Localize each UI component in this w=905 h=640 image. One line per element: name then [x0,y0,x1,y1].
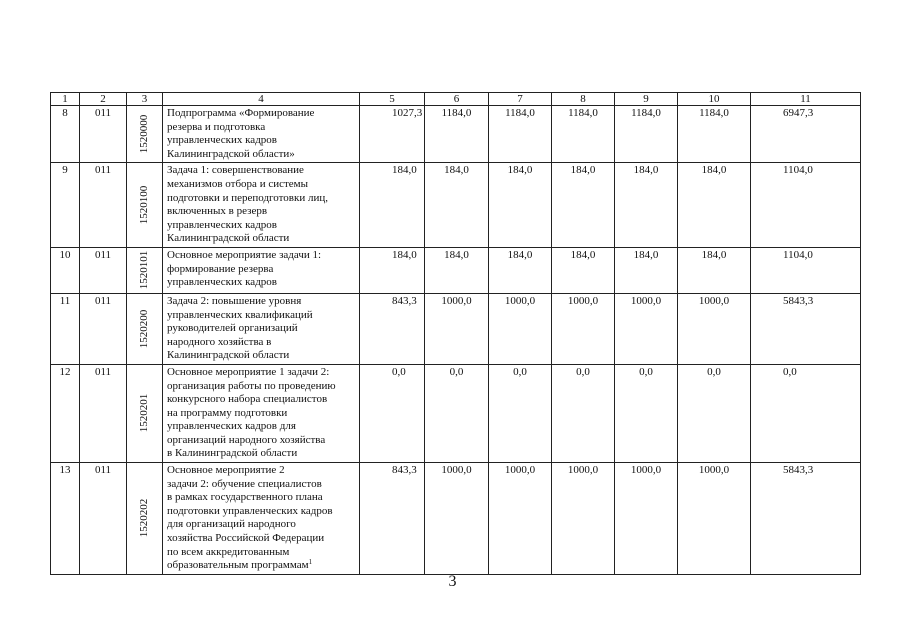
value-cell-9: 184,0 [615,163,678,248]
description-text: по всем аккредитованным [167,545,290,558]
header-cell: 10 [678,93,751,106]
description-text: управленческих квалификаций [167,308,313,321]
code-cell: 011 [80,247,127,293]
header-cell: 7 [489,93,552,106]
value-cell-7: 1000,0 [489,293,552,364]
budget-table [50,92,861,575]
description-line [167,121,355,135]
kbk-cell [127,364,163,462]
description-line [167,232,355,246]
value-cell-6: 1184,0 [425,106,489,163]
value-cell-9: 184,0 [615,247,678,293]
description-cell [163,293,360,364]
value-cell-7: 1184,0 [489,106,552,163]
kbk-code: 1520000 [137,114,150,154]
kbk-code: 1520200 [137,309,150,349]
table-row [51,247,861,293]
description-text: конкурсного набора специалистов [167,393,328,406]
description-text: подготовки управленческих кадров [167,504,333,517]
description-cell [163,364,360,462]
kbk-code: 1520201 [137,394,150,433]
description-text: резерва и подготовка [167,120,266,133]
value-cell-9: 1184,0 [615,106,678,163]
code-cell: 011 [80,106,127,163]
header-cell: 2 [80,93,127,106]
description-text: образовательным программам [167,559,309,572]
kbk-cell [127,463,163,575]
description-line [167,349,355,363]
description-line [167,518,355,532]
value-cell-9: 1000,0 [615,293,678,364]
value-cell-6: 184,0 [425,247,489,293]
description-text: включенных в резерв [167,205,268,218]
table-header-row [51,93,861,106]
description-text: управленческих кадров для [167,420,296,433]
description-text: управленческих кадров [167,276,277,289]
description-line [167,205,355,219]
code-cell: 011 [80,463,127,575]
value-cell-5: 843,3 [360,463,425,575]
description-text: Калининградской области» [167,147,295,160]
kbk-code: 1520202 [137,499,150,538]
description-text: Калининградской области [167,232,290,245]
description-text: хозяйства Российской Федерации [167,532,325,545]
description-line [167,336,355,350]
description-cell [163,247,360,293]
description-text: управленческих кадров [167,134,277,147]
description-line [167,295,355,309]
value-cell-6: 184,0 [425,163,489,248]
value-cell-9: 1000,0 [615,463,678,575]
row-number-cell: 8 [51,106,80,163]
description-line [167,393,355,407]
page-number: 3 [448,573,457,590]
description-line [167,366,355,380]
value-cell-11: 1104,0 [751,247,861,293]
value-cell-11: 0,0 [751,364,861,462]
description-text: на программу подготовки [167,406,288,419]
description-line [167,309,355,323]
description-cell [163,463,360,575]
description-text: управленческих кадров [167,218,277,231]
value-cell-10: 184,0 [678,163,751,248]
value-cell-6: 1000,0 [425,293,489,364]
description-text: Задача 2: повышение уровня [167,294,302,307]
description-text: Основное мероприятие задачи 1: [167,248,322,261]
description-line [167,263,355,277]
header-cell: 8 [552,93,615,106]
description-line [167,559,355,573]
description-line [167,546,355,560]
value-cell-8: 0,0 [552,364,615,462]
description-line [167,322,355,336]
value-cell-11: 5843,3 [751,463,861,575]
description-line [167,447,355,461]
value-cell-6: 0,0 [425,364,489,462]
row-number-cell: 12 [51,364,80,462]
value-cell-10: 0,0 [678,364,751,462]
description-text: народного хозяйства в [167,335,272,348]
value-cell-5: 0,0 [360,364,425,462]
value-cell-7: 184,0 [489,163,552,248]
value-cell-10: 184,0 [678,247,751,293]
footnote-marker: 1 [308,558,313,567]
description-text: Подпрограмма «Формирование [167,107,315,119]
value-cell-9: 0,0 [615,364,678,462]
header-cell: 9 [615,93,678,106]
kbk-cell [127,163,163,248]
description-text: подготовки и переподготовки лиц, [167,191,328,204]
kbk-cell [127,247,163,293]
value-cell-8: 1000,0 [552,293,615,364]
table-row [51,463,861,575]
table-row [51,106,861,163]
description-cell [163,106,360,163]
description-line [167,249,355,263]
value-cell-8: 184,0 [552,163,615,248]
description-line [167,148,355,162]
kbk-cell [127,293,163,364]
header-cell: 6 [425,93,489,106]
row-number-cell: 9 [51,163,80,248]
kbk-code: 1520101 [137,251,150,290]
description-text: для организаций народного [167,518,296,531]
value-cell-10: 1000,0 [678,293,751,364]
description-line [167,380,355,394]
description-text: Калининградской области [167,349,290,362]
description-line [167,434,355,448]
value-cell-5: 1027,3 [360,106,425,163]
value-cell-10: 1000,0 [678,463,751,575]
kbk-code: 1520100 [137,185,150,225]
description-line [167,107,355,121]
kbk-cell [127,106,163,163]
code-cell: 011 [80,364,127,462]
description-line [167,192,355,206]
description-line [167,219,355,233]
description-line [167,164,355,178]
value-cell-7: 184,0 [489,247,552,293]
value-cell-8: 1000,0 [552,463,615,575]
value-cell-6: 1000,0 [425,463,489,575]
description-text: Задача 1: совершенствование [167,164,304,177]
header-cell: 3 [127,93,163,106]
description-text: Основное мероприятие 2 [167,464,285,477]
value-cell-7: 0,0 [489,364,552,462]
header-cell: 5 [360,93,425,106]
value-cell-10: 1184,0 [678,106,751,163]
description-text: Основное мероприятие 1 задачи 2: [167,365,330,378]
value-cell-8: 184,0 [552,247,615,293]
table-row [51,293,861,364]
description-text: механизмов отбора и системы [167,177,309,190]
description-line [167,134,355,148]
header-cell: 11 [751,93,861,106]
value-cell-5: 184,0 [360,247,425,293]
description-text: в рамках государственного плана [167,491,323,504]
description-text: задачи 2: обучение специалистов [167,477,322,490]
description-line [167,532,355,546]
table-row [51,364,861,462]
description-line [167,464,355,478]
description-line [167,478,355,492]
description-line [167,407,355,421]
value-cell-5: 843,3 [360,293,425,364]
description-text: формирование резерва [167,262,274,275]
value-cell-8: 1184,0 [552,106,615,163]
row-number-cell: 10 [51,247,80,293]
row-number-cell: 13 [51,463,80,575]
description-line [167,491,355,505]
header-cell: 1 [51,93,80,106]
value-cell-7: 1000,0 [489,463,552,575]
description-text: руководителей организаций [167,322,298,335]
description-line [167,276,355,290]
code-cell: 011 [80,163,127,248]
description-line [167,505,355,519]
description-line [167,178,355,192]
description-text: в Калининградской области [167,447,298,460]
header-cell: 4 [163,93,360,106]
description-text: организаций народного хозяйства [167,433,326,446]
description-line [167,420,355,434]
code-cell: 011 [80,293,127,364]
value-cell-11: 1104,0 [751,163,861,248]
description-text: организация работы по проведению [167,379,336,392]
description-cell [163,163,360,248]
row-number-cell: 11 [51,293,80,364]
value-cell-5: 184,0 [360,163,425,248]
value-cell-11: 6947,3 [751,106,861,163]
table-row [51,163,861,248]
value-cell-11: 5843,3 [751,293,861,364]
